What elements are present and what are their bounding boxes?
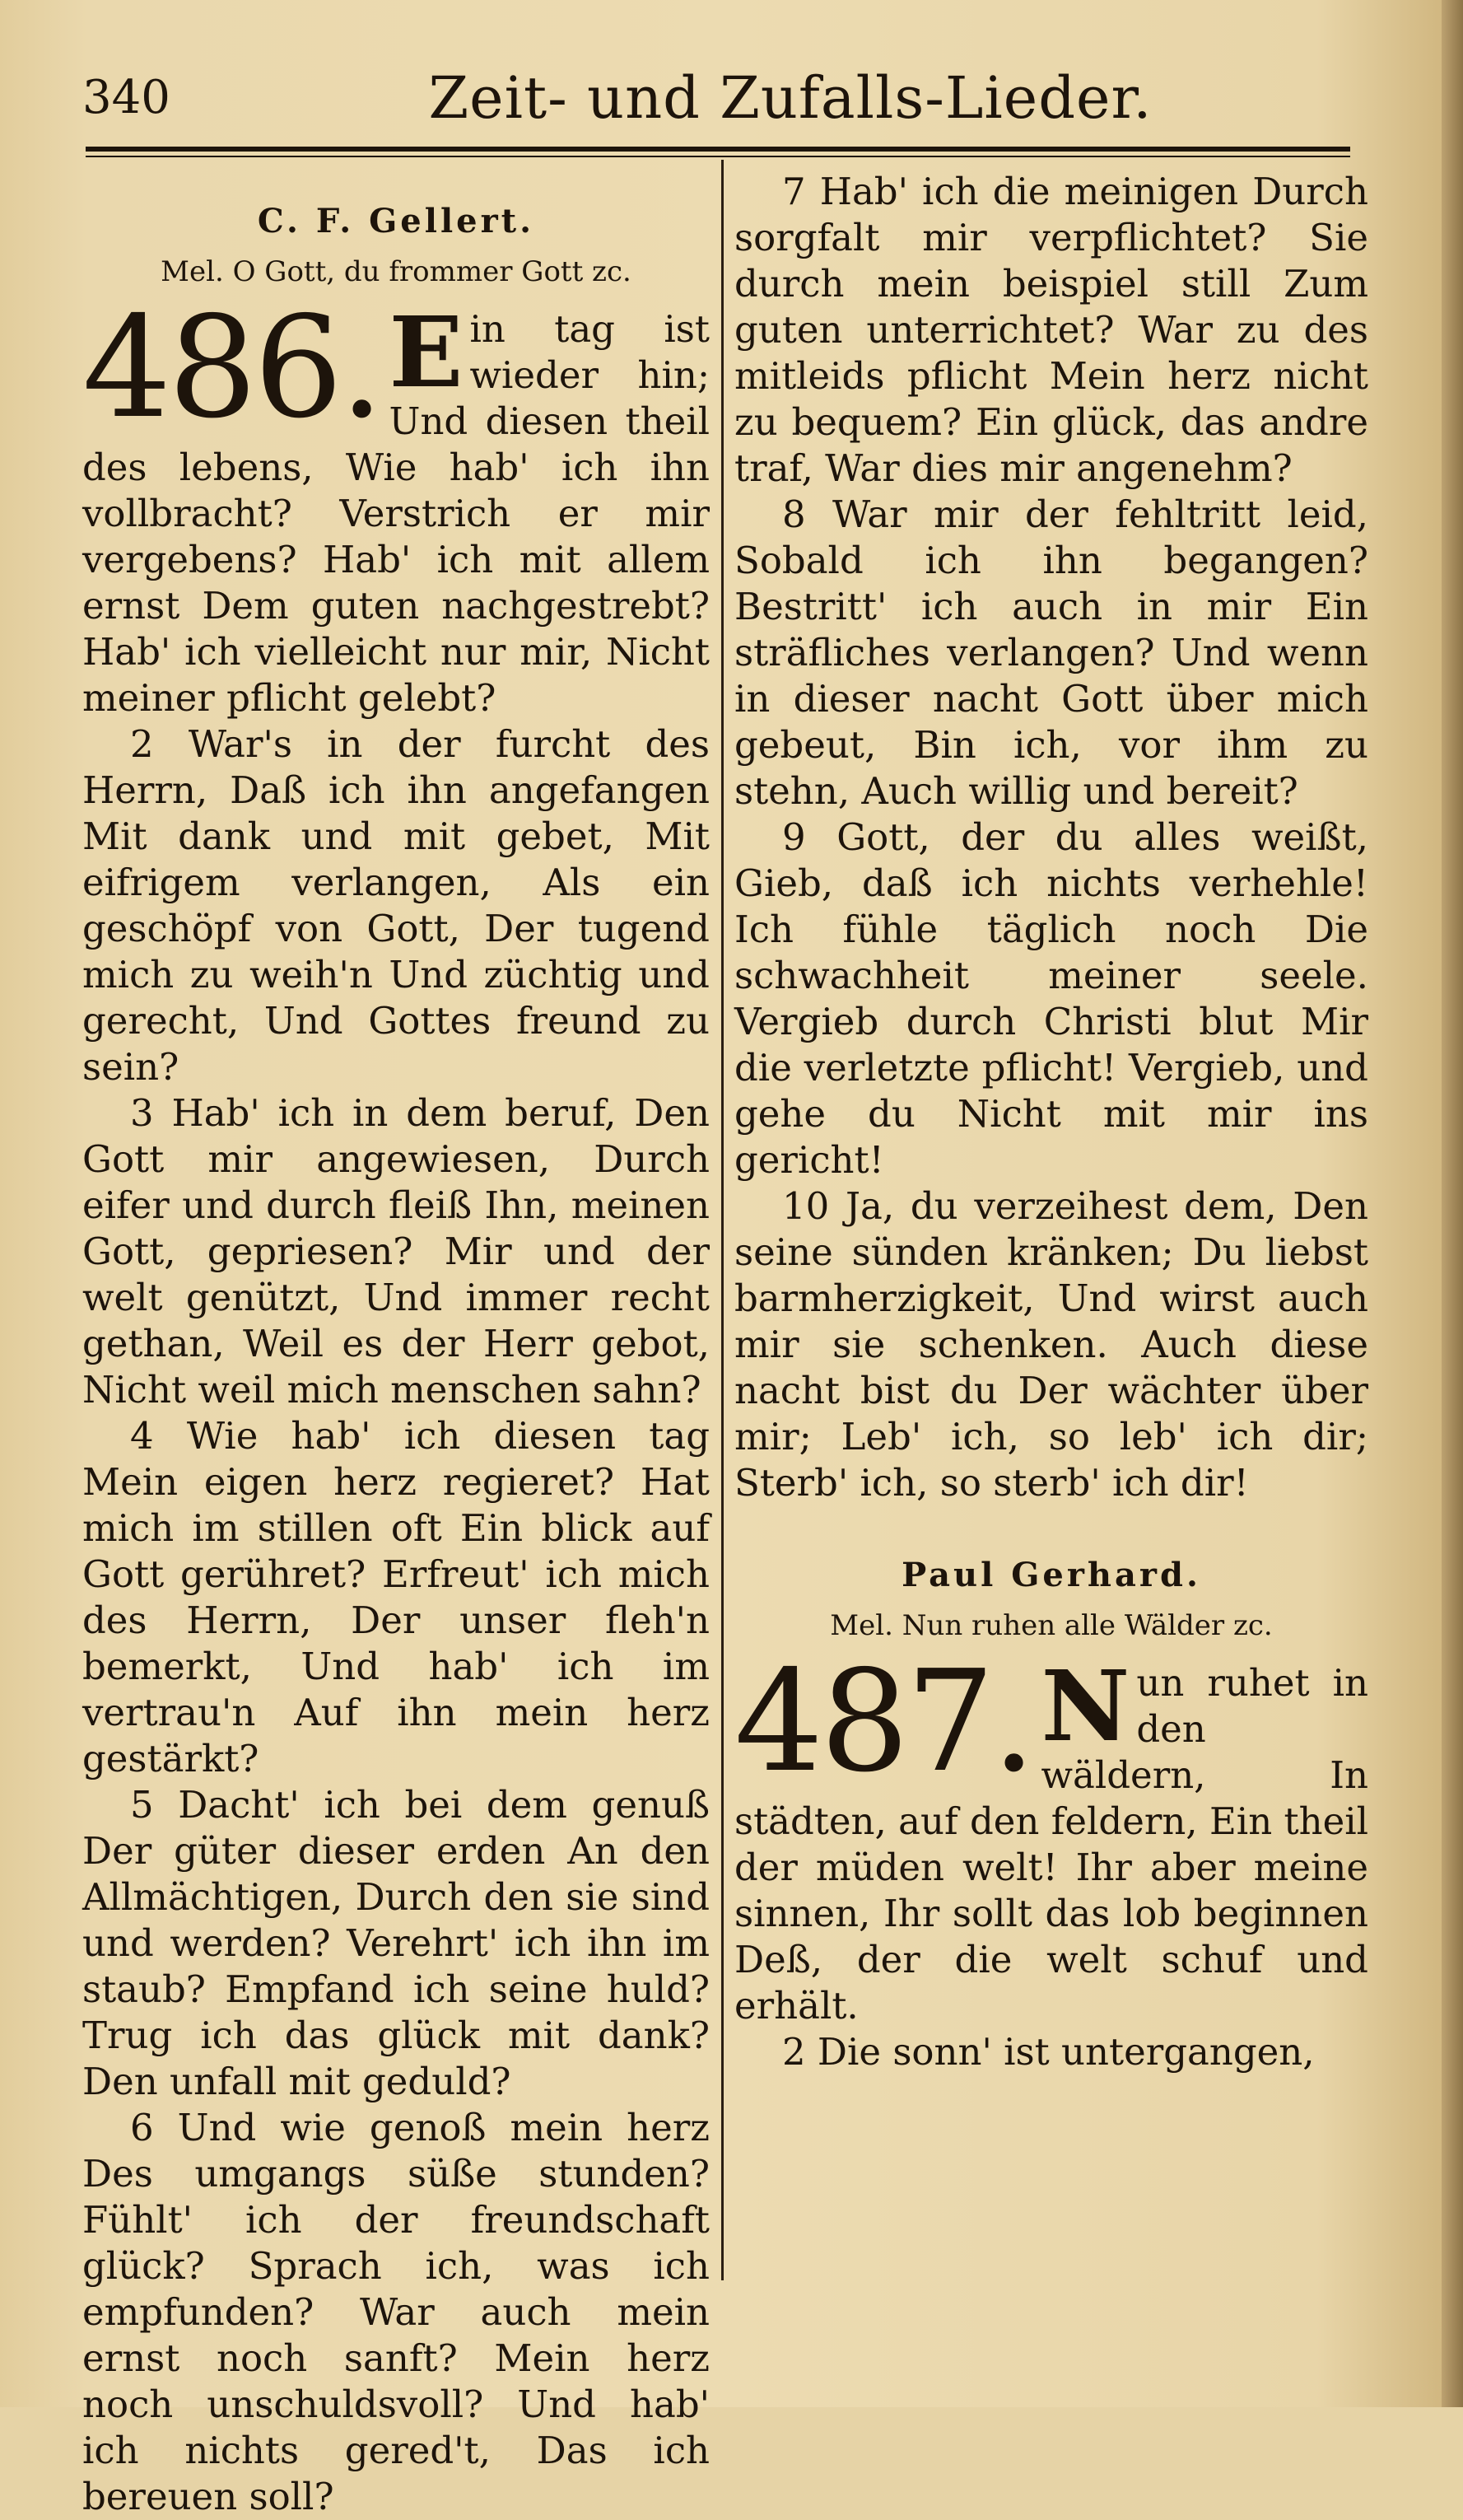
hymn-opening — [734, 1640, 1368, 2029]
verse: 6 Und wie genoß mein herz Des umgangs süße stunden? Fühlt' ich der freundschaft glück? Sprach ich, was ich empfunden? War auch mein ernst noch sanft? Mein herz noch unschuldsvoll? Und hab' ich nichts gered't, Das ich bereuen soll? — [82, 2106, 710, 2518]
verse: 4 Wie hab' ich diesen tag Mein eigen herz regieret? Hat mich im stillen oft Ein blick auf Gott gerühret? Erfreut' ich mich des Herrn, Der unser fleh'n bemerkt, Und hab' ich im vertrau'n Auf ihn mein herz gestärkt? — [82, 1414, 710, 1780]
verse: 5 Dacht' ich bei dem genuß Der güter dieser erden An den Allmächtigen, Durch den sie sind und werden? Verehrt' ich ihn im staub? Empfand ich seine huld? Trug ich das glück mit dank? Den unfall mit geduld? — [82, 1783, 710, 2103]
hymn-text-continued — [734, 169, 1368, 1506]
verse: 7 Hab' ich die meinigen Durch sorgfalt mir verpflichtet? Sie durch mein beispiel still Zum guten unterrichtet? War zu des mitleids pflicht Mein herz nicht zu bequem? Ein glück, das andre traf, War dies mir angenehm? — [734, 170, 1368, 490]
verse: 8 War mir der fehltritt leid, Sobald ich ihn begangen? Bestritt' ich auch in mir Ein sträfliches verlangen? Und wenn in dieser nacht Gott über mich gebeut, Bin ich, vor ihm zu stehn, Auch willig und bereit? — [734, 492, 1368, 813]
left-column — [82, 169, 710, 2520]
hymn-author: Paul Gerhard. — [902, 1556, 1201, 1594]
hymn-text — [734, 1640, 1368, 2075]
verse: un ruhet in den wäldern, In städten, auf den feldern, Ein theil der müden welt! Ihr aber meine sinnen, Ihr sollt das lob beginnen Deß, der die welt schuf und erhält. — [734, 1661, 1368, 2028]
right-column — [734, 169, 1368, 2075]
hymn-opening — [82, 287, 710, 721]
header-rule — [86, 147, 1350, 152]
verse: 10 Ja, du verzeihest dem, Den seine sünden kränken; Du liebst barmherzigkeit, Und wirst auch mir sie schenken. Auch diese nacht bist du Der wächter über mir; Leb' ich, so leb' ich dir; Sterb' ich, so sterb' ich dir! — [734, 1184, 1368, 1505]
hymn-author: C. F. Gellert. — [257, 202, 535, 240]
verse: 2 Die sonn' ist untergangen, — [782, 2030, 1315, 2074]
hymn-number: 486. — [82, 287, 381, 450]
page-number: 340 — [82, 71, 170, 124]
column-divider — [721, 160, 724, 2280]
hymn-melody: Mel. Nun ruhen alle Wälder zc. — [830, 1609, 1273, 1642]
page-header — [82, 64, 1350, 138]
hymn-melody: Mel. O Gott, du frommer Gott zc. — [161, 255, 631, 288]
verse: 9 Gott, der du alles weißt, Gieb, daß ich nichts verhehle! Ich fühle täglich noch Die schwachheit meiner seele. Vergieb durch Christi blut Mir die verletzte pflicht! Vergieb, und gehe du Nicht mit mir ins gericht! — [734, 815, 1368, 1182]
verse: 3 Hab' ich in dem beruf, Den Gott mir angewiesen, Durch eifer und durch fleiß Ihn, meinen Gott, gepriesen? Mir und der welt genützt, Und immer recht gethan, Weil es der Herr gebot, Nicht weil mich menschen sahn? — [82, 1091, 710, 1412]
running-title: Zeit- und Zufalls-Lieder. — [428, 64, 1153, 132]
page-edge — [1442, 0, 1463, 2407]
verse: in tag ist wieder hin; Und diesen theil des lebens, Wie hab' ich ihn vollbracht? Verstrich er mir vergebens? Hab' ich mit allem ernst Dem guten nachgestrebt? Hab' ich vielleicht nur mir, Nicht meiner pflicht gelebt? — [82, 307, 710, 720]
drop-cap: E — [389, 295, 464, 409]
verse: 2 War's in der furcht des Herrn, Daß ich ihn angefangen Mit dank und mit gebet, Mit eifrigem verlangen, Als ein geschöpf von Gott, Der tugend mich zu weih'n Und züchtig und gerecht, Und Gottes freund zu sein? — [82, 722, 710, 1089]
header-rule-thin — [86, 156, 1350, 157]
drop-cap: N — [1041, 1649, 1130, 1763]
hymn-number: 487. — [734, 1640, 1033, 1804]
hymn-text — [82, 287, 710, 2520]
